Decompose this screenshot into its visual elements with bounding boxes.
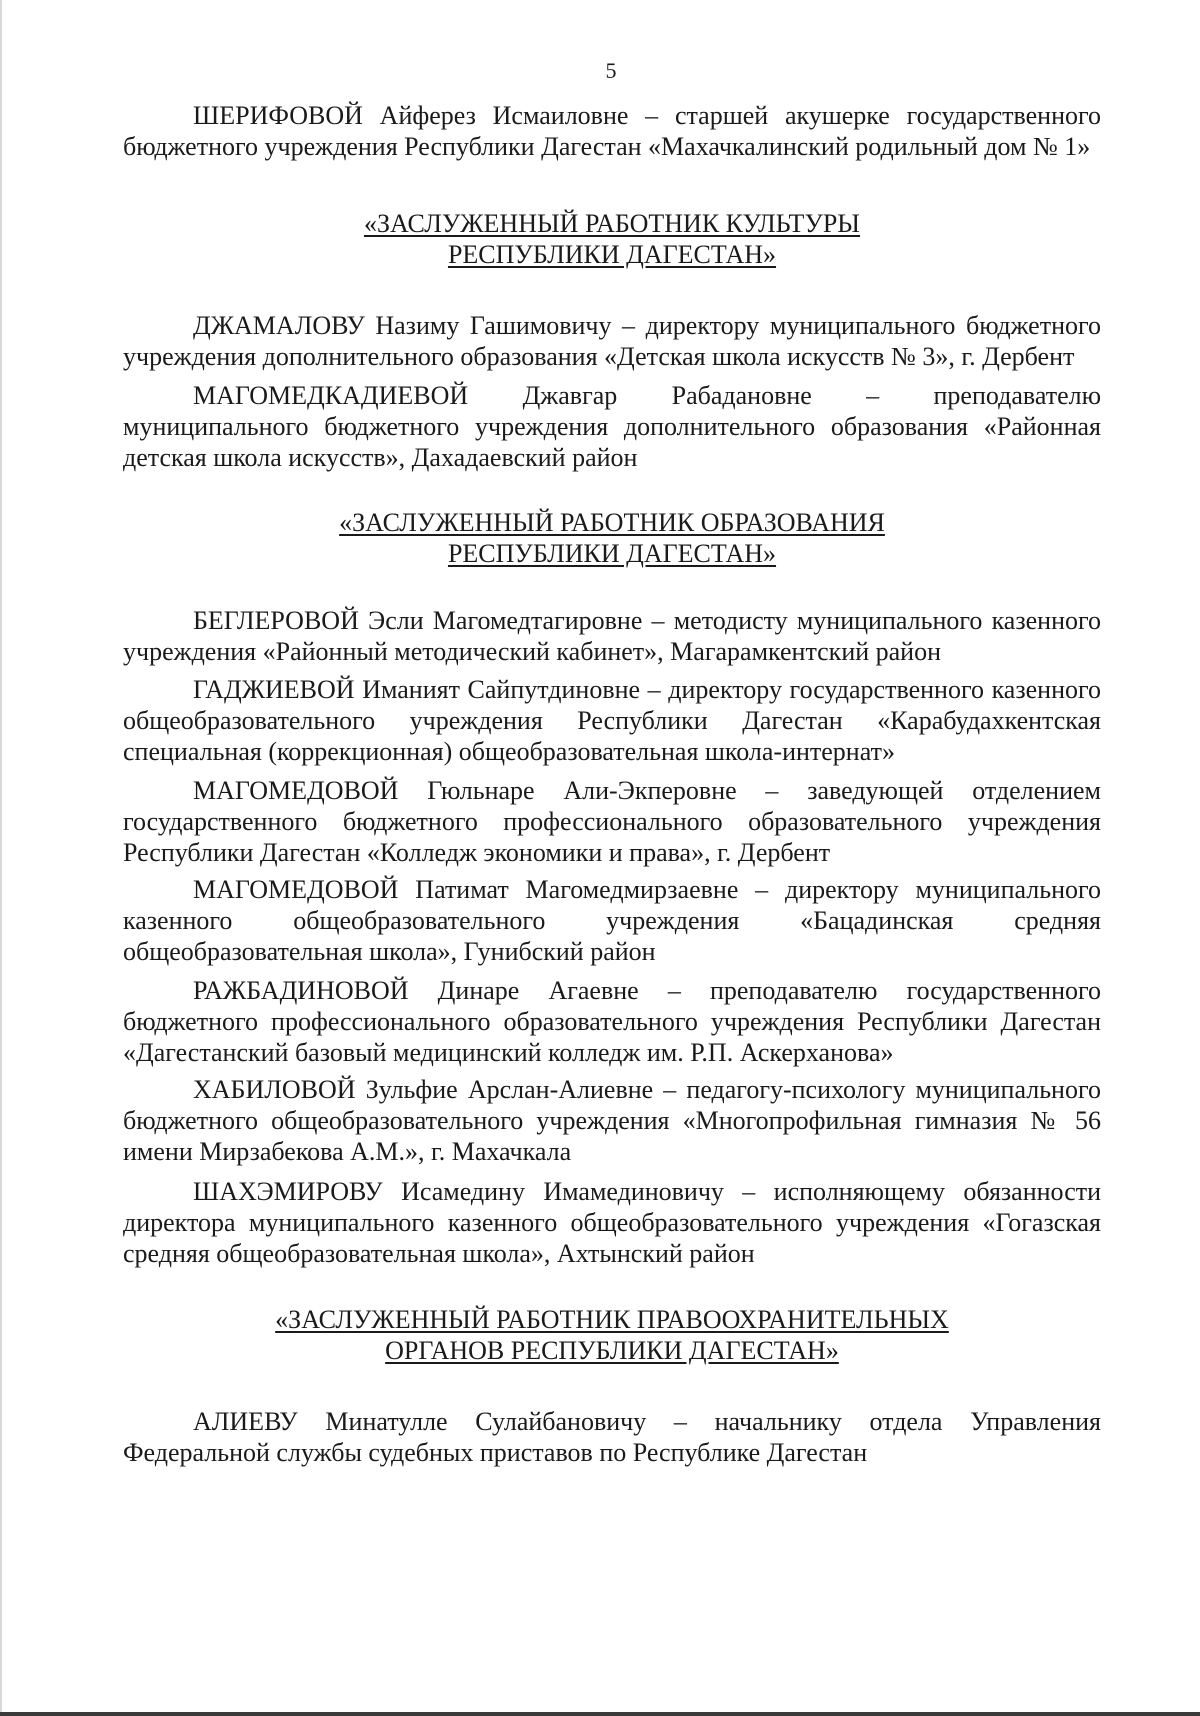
page-number: 5 [605,58,617,83]
recipient-surname: МАГОМЕДОВОЙ [193,776,399,805]
recipient-details: Исамедину Имамединовичу – исполняющему обязанности директора муниципального казенного общеобразовательного учреждения «Гогазская средняя общеобразовательная школа», Ахтынский район [123,1177,1102,1268]
scan-bottom-edge [0,1712,1200,1716]
recipient-entry [123,310,1101,372]
award-heading-line: «ЗАСЛУЖЕННЫЙ РАБОТНИК КУЛЬТУРЫ [364,209,860,238]
award-heading [123,1304,1101,1366]
recipient-entry [123,100,1101,162]
award-heading-line: РЕСПУБЛИКИ ДАГЕСТАН» [447,240,777,269]
recipient-entry [123,975,1101,1068]
recipient-surname: ШАХЭМИРОВУ [193,1177,383,1206]
recipient-entry [123,380,1101,473]
award-heading-line: «ЗАСЛУЖЕННЫЙ РАБОТНИК ПРАВООХРАНИТЕЛЬНЫХ [275,1305,949,1334]
recipient-surname: АЛИЕВУ [193,1407,298,1436]
recipient-details: Айферез Исмаиловне – старшей акушерке государственного бюджетного учреждения Республики Дагестан «Махачкалинский родильный дом № 1» [123,101,1102,161]
document-body [123,100,1101,1468]
scan-edge [0,0,2,1716]
recipient-surname: МАГОМЕДОВОЙ [193,875,399,904]
award-heading-line: ОРГАНОВ РЕСПУБЛИКИ ДАГЕСТАН» [385,1336,839,1365]
recipient-details: Динаре Агаевне – преподавателю государственного бюджетного профессионального образовательного учреждения Республики Дагестан «Дагестанский базовый медицинский колледж им. Р.П. Аскерханова» [123,976,1101,1067]
award-heading [123,208,1101,270]
recipient-entry [123,775,1101,868]
recipient-details: Патимат Магомедмирзаевне – директору муниципального казенного общеобразовательного учреждения «Бацадинская средняя общеобразовательная школа», Гунибский район [123,875,1102,966]
recipient-surname: ДЖАМАЛОВУ [193,311,365,340]
recipient-entry [123,1406,1101,1468]
recipient-surname: ГАДЖИЕВОЙ [193,675,355,704]
recipient-details: Назиму Гашимовичу – директору муниципального бюджетного учреждения дополнительного образования «Детская школа искусств № 3», г. Дербент [123,311,1102,371]
award-heading [123,507,1101,569]
recipient-surname: ХАБИЛОВОЙ [193,1075,356,1104]
award-section [123,1304,1101,1468]
recipient-surname: МАГОМЕДКАДИЕВОЙ [193,381,469,410]
recipient-entry [123,605,1101,667]
recipient-details: Гюльнаре Али-Экперовне – заведующей отделением государственного бюджетного профессионального образовательного учреждения Республики Дагестан «Колледж экономики и права», г. Дербент [123,776,1102,867]
recipient-surname: БЕГЛЕРОВОЙ [193,606,359,635]
recipient-details: Зульфие Арслан-Алиевне – педагогу-психологу муниципального бюджетного общеобразовательного учреждения «Многопрофильная гимназия № 56 имени Мирзабекова А.М.», г. Махачкала [123,1075,1101,1166]
recipient-entry [123,874,1101,967]
award-heading-line: «ЗАСЛУЖЕННЫЙ РАБОТНИК ОБРАЗОВАНИЯ [339,508,885,537]
award-section [123,100,1101,162]
award-section [123,208,1101,473]
award-heading-line: РЕСПУБЛИКИ ДАГЕСТАН» [447,539,777,568]
recipient-details: Джавгар Рабадановне – преподавателю муниципального бюджетного учреждения дополнительного образования «Районная детская школа искусств», Дахадаевский район [123,381,1102,472]
recipient-entry [123,674,1101,767]
recipient-surname: ШЕРИФОВОЙ [193,101,363,130]
recipient-entry [123,1176,1101,1269]
recipient-details: Минатулле Сулайбановичу – начальнику отдела Управления Федеральной службы судебных приставов по Республике Дагестан [123,1407,1101,1467]
award-section [123,507,1101,1269]
recipient-details: Иманият Сайпутдиновне – директору государственного казенного общеобразовательного учреждения Республики Дагестан «Карабудахкентская специальная (коррекционная) общеобразовательная школа-интернат» [123,675,1102,766]
recipient-surname: РАЖБАДИНОВОЙ [193,976,409,1005]
recipient-entry [123,1074,1101,1167]
recipient-details: Эсли Магомедтагировне – методисту муниципального казенного учреждения «Районный методический кабинет», Магарамкентский район [123,606,1101,666]
